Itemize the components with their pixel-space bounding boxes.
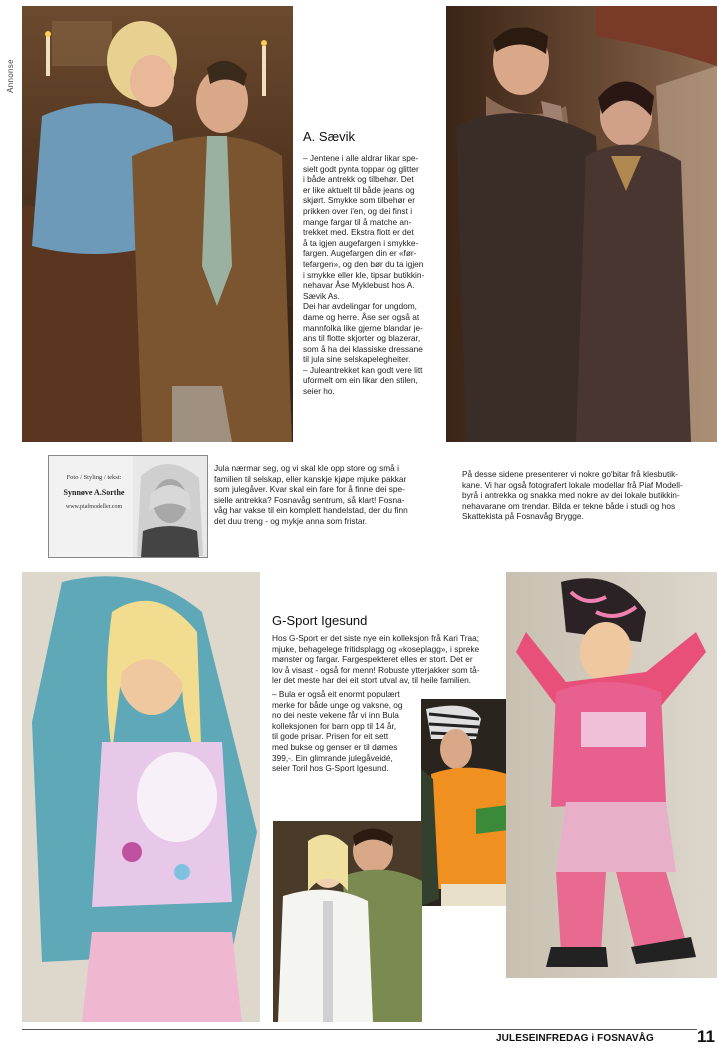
text-line: kane. Vi har også fotografert lokale modellar frå Piaf Modell- xyxy=(462,479,683,490)
text-line: i smykke eller kle, tipsar butikkin- xyxy=(303,269,425,280)
text-line: våg har vakse til ein komplett handelstad, der du finn xyxy=(214,505,408,516)
text-line: til jula sine selskapelegheiter. xyxy=(303,354,411,365)
credit-portrait xyxy=(133,456,207,557)
page-number: 11 xyxy=(697,1027,715,1046)
text-line: skjørt. Smykke som tilbehør er xyxy=(303,195,416,206)
photo-credit-box xyxy=(48,455,208,558)
text-line: seier ho. xyxy=(303,386,335,397)
photo-couple-standing xyxy=(446,6,717,442)
text-line: Hos G-Sport er det siste nye ein kolleksjon frå Kari Traa; xyxy=(272,633,480,643)
text-line: nehavar Åse Myklebust hos A. xyxy=(303,280,415,291)
text-line: familien til selskap, eller kanskje kjøpe mjuke pakkar xyxy=(214,473,407,484)
text-line: til gode prisar. Prisen for eit sett xyxy=(272,731,389,742)
credit-website: www.piafmodeller.com xyxy=(65,504,123,510)
photo-couple-sofa xyxy=(22,6,293,442)
advert-label: Annonse xyxy=(6,59,15,93)
text-line: mannfolka like gjerne blandar je- xyxy=(303,322,423,333)
text-line: nehavarane om trendar. Bilda er tekne både i studi og hos xyxy=(462,500,676,511)
text-line: lov å visast - også for menn! Robuste ytterjakker som tå- xyxy=(272,664,480,675)
photo-woman-blue-hoodie xyxy=(22,572,260,1022)
text-line: sielle antrekka? Fosnavåg sentrum, så klart! Fosna- xyxy=(214,494,405,505)
saevik-heading: A. Sævik xyxy=(303,129,356,144)
credit-name: Synnøve A.Sorthe xyxy=(63,488,125,497)
text-line: fargen. Augefargen din er «før- xyxy=(303,248,417,259)
text-line: – Juleantrekket kan godt vere litt xyxy=(303,364,423,375)
text-line: det duu treng - og mykje anna som fristar. xyxy=(214,515,368,526)
text-line: byrå i antrekka og snakka med nokre av dei lokale butikkin- xyxy=(462,490,680,501)
photo-couple-jackets xyxy=(273,821,422,1022)
text-line: no dei neste vekene får vi inn Bula xyxy=(272,710,399,721)
text-line: Dei har avdelingar for ungdom, xyxy=(303,301,417,312)
text-line: dame og herre. Åse ser også at xyxy=(303,311,420,322)
intro-text-right xyxy=(462,469,714,522)
text-line: trekket med. Ekstra flott er det xyxy=(303,227,414,238)
text-line: Skattekista på Fosnavåg Brygge. xyxy=(462,511,584,522)
text-line: som julegåver. Kvar skal ein fare for å finne dei spe- xyxy=(214,484,405,495)
text-line: kolleksjonen for barn opp til 14 år, xyxy=(272,720,397,731)
text-line: 399,-. Ein glimrande julegåveidé, xyxy=(272,752,393,763)
text-line: mønster og fargar. Fargespekteret elles er stort. Det er xyxy=(272,654,473,665)
intro-text-left xyxy=(214,463,448,527)
text-line: seier Toril hos G-Sport Igesund. xyxy=(272,763,389,774)
text-line: som å ha dei klassiske dressane xyxy=(303,343,423,354)
text-line: tefargen», og den bør du ta igjen xyxy=(303,258,424,269)
text-line: – Bula er også eit enormt populært xyxy=(272,689,400,699)
text-line: – Jentene i alle aldrar likar spe- xyxy=(303,153,419,163)
footer-rule xyxy=(22,1029,697,1030)
text-line: i både antrekk og tilbehør. Det xyxy=(303,174,414,185)
text-line: uformelt om ein likar den stilen, xyxy=(303,375,418,386)
photo-girl-pink-hoodie xyxy=(506,572,717,978)
credit-caption xyxy=(54,474,134,510)
text-line: På desse sidene presenterer vi nokre go'bitar frå klesbutik- xyxy=(462,469,679,479)
text-line: ler det meste har dei eit stort utval av, til heile familien. xyxy=(272,675,472,686)
text-line: å ta igjen augefargen i smykke- xyxy=(303,237,419,248)
text-line: er like aktuelt til både jeans og xyxy=(303,184,415,195)
text-line: ans til flotte skjorter og blazerar, xyxy=(303,333,421,344)
text-line: med bukse og genser er til dømes xyxy=(272,741,398,752)
text-line: sielt godt pynta toppar og glitter xyxy=(303,163,419,174)
saevik-article xyxy=(303,153,441,397)
text-line: prikken over i'en, og dei finst i xyxy=(303,205,413,216)
gsport-article-wide xyxy=(272,633,504,686)
text-line: mange fargar til å matche an- xyxy=(303,216,412,227)
gsport-article-narrow xyxy=(272,689,420,774)
text-line: Sævik As. xyxy=(303,290,340,301)
text-line: mjuke, behagelege fritidsplagg og «koseplagg», i spreke xyxy=(272,643,480,654)
text-line: merke for både unge og vaksne, og xyxy=(272,699,403,710)
footer-section-title: JULESEINFREDAG i FOSNAVÅG xyxy=(496,1033,654,1044)
text-line: Jula nærmar seg, og vi skal kle opp store og små i xyxy=(214,463,399,473)
gsport-heading: G-Sport Igesund xyxy=(272,613,368,628)
credit-label: Foto / Styling / tekst: xyxy=(66,474,122,481)
